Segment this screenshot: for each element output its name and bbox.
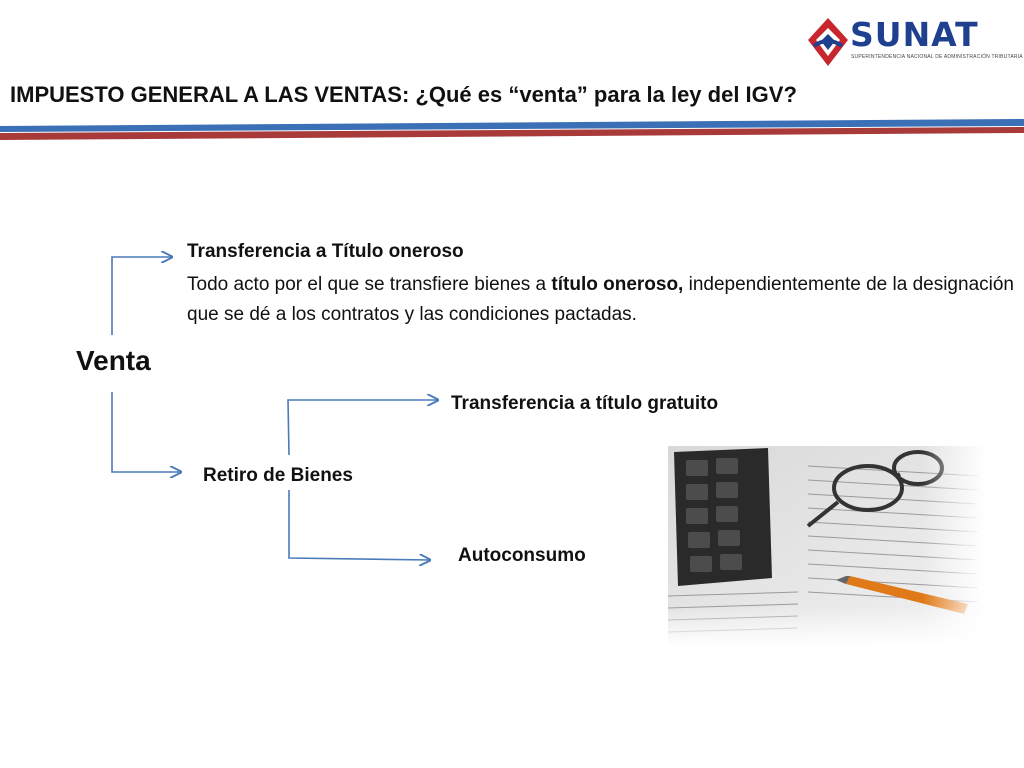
- node-transferencia-onerosa-description: [187, 270, 1017, 330]
- node-transferencia-onerosa-title: Transferencia a Título oneroso: [187, 241, 464, 262]
- connector-retiro-gratuito: [288, 400, 438, 455]
- connector-venta-onerosa: [112, 257, 172, 335]
- logo-subtitle: SUPERINTENDENCIA NACIONAL DE ADMINISTRACIÓN TRIBUTARIA: [851, 54, 1023, 60]
- logo-wordmark: SUNAT: [850, 15, 979, 54]
- page-title: IMPUESTO GENERAL A LAS VENTAS: ¿Qué es “venta” para la ley del IGV?: [10, 82, 797, 107]
- desc-part-1: Todo acto por el que se transfiere bienes a: [187, 274, 552, 295]
- node-transferencia-gratuita: Transferencia a título gratuito: [451, 393, 719, 414]
- connector-retiro-autoconsumo: [289, 490, 430, 560]
- node-venta: Venta: [76, 345, 151, 376]
- connector-venta-retiro: [112, 392, 181, 472]
- desc-part-2: independientemente de la designación que se dé a los contratos y las condiciones pactadas.: [187, 274, 1014, 325]
- calculator-glasses-pen-photo-icon: [668, 446, 986, 646]
- node-retiro-de-bienes: Retiro de Bienes: [203, 465, 353, 486]
- node-autoconsumo: Autoconsumo: [458, 545, 586, 566]
- desc-bold: título oneroso,: [551, 274, 684, 295]
